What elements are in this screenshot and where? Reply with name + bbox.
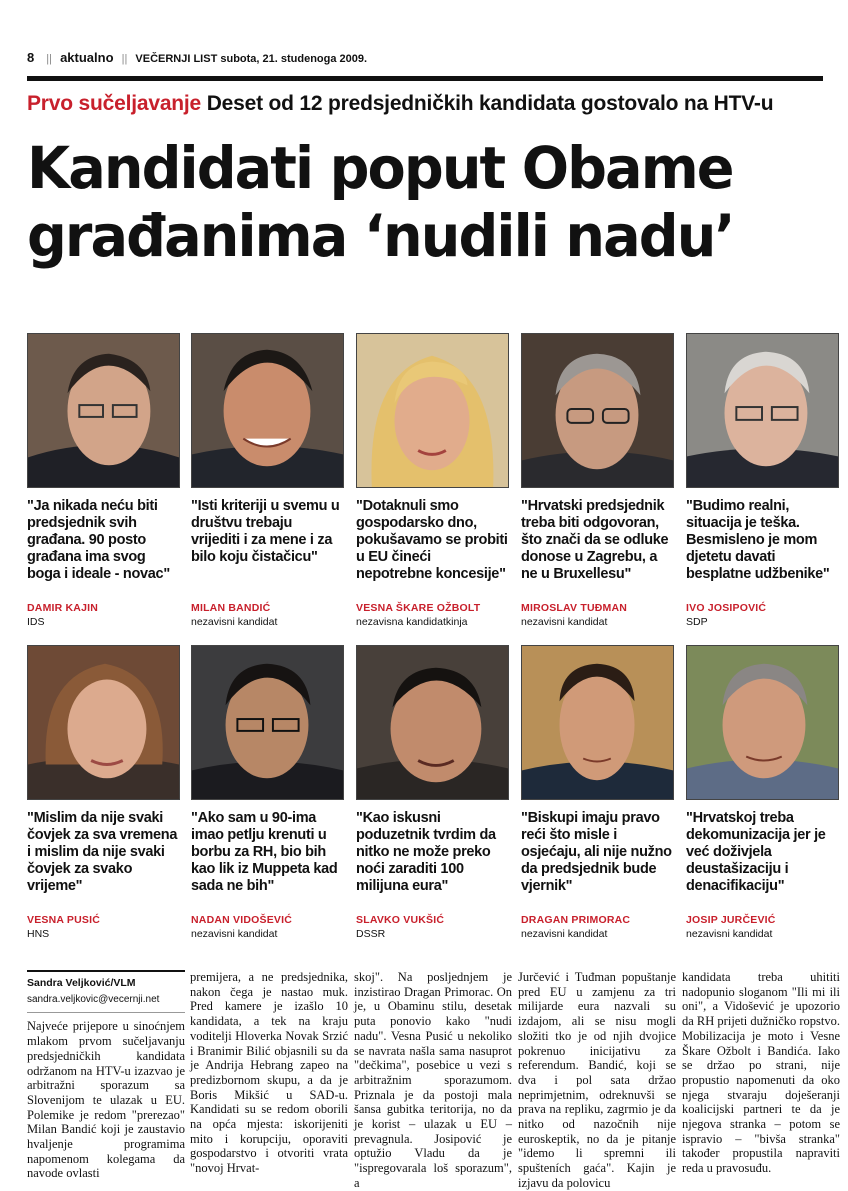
candidate-quote: "Budimo realni, situacija je teška. Besmisleno je mom djetetu davati besplatne udžbenike" xyxy=(686,498,830,582)
candidate-name: JOSIP JURČEVIĆ xyxy=(686,914,776,926)
candidate-quote: "Hrvatskoj treba dekomunizacija jer je već doživjela deustašizaciju i denacifikaciju" xyxy=(686,810,826,894)
candidate-quote: "Dotaknuli smo gospodarsko dno, pokušavamo se probiti u EU čineći nepotrebne koncesije" xyxy=(356,498,508,582)
author-byline: Sandra Veljković/VLM xyxy=(27,970,185,991)
candidate-party: IDS xyxy=(27,616,45,628)
candidates-grid xyxy=(27,333,839,957)
candidate-photo xyxy=(191,333,344,488)
candidate-quote: "Mislim da nije svaki čovjek za sva vremena i mislim da nije svaki čovjek za svako vrijeme" xyxy=(27,810,178,894)
author-email: sandra.veljkovic@vecernji.net xyxy=(27,993,185,1014)
candidate-quote: "Ako sam u 90-ima imao petlju krenuti u borbu za RH, bio bih kao lik iz Muppeta kad sada ne bih" xyxy=(191,810,338,894)
candidate-card xyxy=(27,333,180,628)
candidate-quote: "Biskupi imaju pravo reći što misle i osjećaju, ali nije nužno da predsjednik bude vjernik" xyxy=(521,810,672,894)
candidate-name: VESNA ŠKARE OŽBOLT xyxy=(356,602,481,614)
candidate-name: NADAN VIDOŠEVIĆ xyxy=(191,914,293,926)
header-rule xyxy=(27,76,823,81)
kicker xyxy=(27,92,823,116)
candidate-name: IVO JOSIPOVIĆ xyxy=(686,602,767,614)
candidate-card xyxy=(521,645,674,940)
candidate-card xyxy=(356,645,509,940)
candidate-quote: "Isti kriteriji u svemu u društvu trebaju vrijediti i za mene i za bilo koju čistačicu" xyxy=(191,498,340,565)
candidate-name: MIROSLAV TUĐMAN xyxy=(521,602,628,614)
headline-line-1: Kandidati poput Obame xyxy=(27,134,733,202)
candidate-quote: "Ja nikada neću biti predsjednik svih građana. 90 posto građana ima svog boga i ideale - novac" xyxy=(27,498,170,582)
article-text: Najveće prijepore u sinoćnjem mlakom prvom sučeljavanju predsjedničkih kandidata održanom na HTV-u izazvao je arbitražni sporazum sa Slovenijom te ulazak u EU. Polemike je redom "prerezao" Milan Bandić koji je zaustavio hvaljenje programima napomenom kolegama da navode ovlasti xyxy=(27,1019,185,1181)
candidate-quote: "Kao iskusni poduzetnik tvrdim da nitko ne može preko noći zaraditi 100 milijuna eura" xyxy=(356,810,496,894)
candidate-name: MILAN BANDIĆ xyxy=(191,602,271,614)
candidate-card xyxy=(521,333,674,628)
kicker-text: Deset od 12 predsjedničkih kandidata gostovalo na HTV-u xyxy=(206,92,774,115)
candidate-party: SDP xyxy=(686,616,708,628)
candidates-row-2 xyxy=(27,645,839,957)
candidate-photo xyxy=(686,645,839,800)
article-column-2 xyxy=(190,970,348,1176)
candidate-party: nezavisni kandidat xyxy=(191,928,278,940)
candidate-name: SLAVKO VUKŠIĆ xyxy=(356,914,445,926)
candidate-party: nezavisni kandidat xyxy=(191,616,278,628)
article-text: premijera, a ne predsjednika, nakon čega je nastao muk. Pred kamere je izašlo 10 kandidata, a tek na kraju voditelji Hloverka Novak Srzić i Branimir Bilić objasnili su da je Andrija Hebrang zapeo na predizbornom skupu, a da je Boris Mikšić u SAD-u. Kandidati su se redom oborili na opća mjesta: iskorijeniti mito i korupciju, oporaviti gospodarstvo i otvoriti vrata "novoj Hrvat- xyxy=(190,970,348,1176)
candidate-name: DRAGAN PRIMORAC xyxy=(521,914,631,926)
candidates-row-1 xyxy=(27,333,839,645)
section-name: aktualno xyxy=(60,50,114,65)
candidate-card xyxy=(27,645,180,940)
candidate-card xyxy=(356,333,509,628)
candidate-quote: "Hrvatski predsjednik treba biti odgovoran, što znači da se odluke donose u Zagrebu, a ne u Bruxellesu" xyxy=(521,498,669,582)
article-text: Jurčević i Tuđman popuštanje pred EU u zamjenu za tri milijarde eura nazvali su izdajom, ali se nisu mogli složiti tko je od njih dvojice pokrenuo inicijativu za referendum. Bandić, koji se dva i pol sata držao neprimjetnim, odreknuvši se prava na repliku, zagrmio je da nitko od nazočnih nije euroskeptik, no da je pitanje "idemo li spremni ili spušteních gaća". Kajin je izjavu da polovicu xyxy=(518,970,676,1190)
candidate-photo xyxy=(191,645,344,800)
candidate-photo xyxy=(521,333,674,488)
article-column-4 xyxy=(518,970,676,1191)
candidate-party: nezavisni kandidat xyxy=(686,928,773,940)
candidate-card xyxy=(191,333,344,628)
kicker-label: Prvo sučeljavanje xyxy=(27,92,202,115)
header-separator: || xyxy=(121,53,128,65)
paper-date: VEČERNJI LIST subota, 21. studenoga 2009. xyxy=(135,53,368,65)
candidate-photo xyxy=(686,333,839,488)
candidate-party: nezavisni kandidat xyxy=(521,616,608,628)
candidate-party: HNS xyxy=(27,928,50,940)
candidate-card xyxy=(191,645,344,940)
article-text: kandidata treba uhititi nadopunio sloganom "Ili mi ili oni", a Vidošević je upozorio da RH prijeti dužničko ropstvo. Mobilizacija je moto i Vesne Škare Ožbolt i Bandića. Iako se držao po strani, nije propustio napomenuti da oko njega stvaraju doješeranji koalicijski partneri te da je njegova stranka – potom se ispravio – "bivša stranka" također propustila napraviti reda u pravosuđu. xyxy=(682,970,840,1176)
candidate-photo xyxy=(356,645,509,800)
page-number: 8 xyxy=(27,50,35,65)
candidate-photo xyxy=(356,333,509,488)
candidate-photo xyxy=(27,645,180,800)
page-header xyxy=(27,50,827,70)
candidate-party: nezavisna kandidatkinja xyxy=(356,616,468,628)
candidate-party: DSSR xyxy=(356,928,386,940)
candidate-card xyxy=(686,333,839,628)
header-separator: || xyxy=(46,53,53,65)
candidate-name: VESNA PUSIĆ xyxy=(27,914,100,926)
headline-line-2: građanima ‘nudili nadu’ xyxy=(27,202,734,270)
article-column-3 xyxy=(354,970,512,1191)
candidate-card xyxy=(686,645,839,940)
article-column-5 xyxy=(682,970,840,1176)
article-body xyxy=(27,970,840,1190)
article-column-1 xyxy=(27,970,185,1181)
candidate-photo xyxy=(27,333,180,488)
candidate-party: nezavisni kandidat xyxy=(521,928,608,940)
candidate-name: DAMIR KAJIN xyxy=(27,602,99,614)
headline xyxy=(27,134,795,270)
candidate-photo xyxy=(521,645,674,800)
article-text: skoj". Na posljednjem je inzistirao Dragan Primorac. On je, u Obaminu stilu, desetak puta ponovio kako "nudi nadu". Vesna Pusić u nekoliko se navrata našla sama nasuprot "dečkima", posebice u vezi s arbitražnim sporazumom. Priznala je da postoji mala šansa gubitka teritorija, no da je korist – ulazak u EU – prevagnula. Josipović je optužio Vladu da je "ispregovarala loš sporazum", a xyxy=(354,970,512,1190)
